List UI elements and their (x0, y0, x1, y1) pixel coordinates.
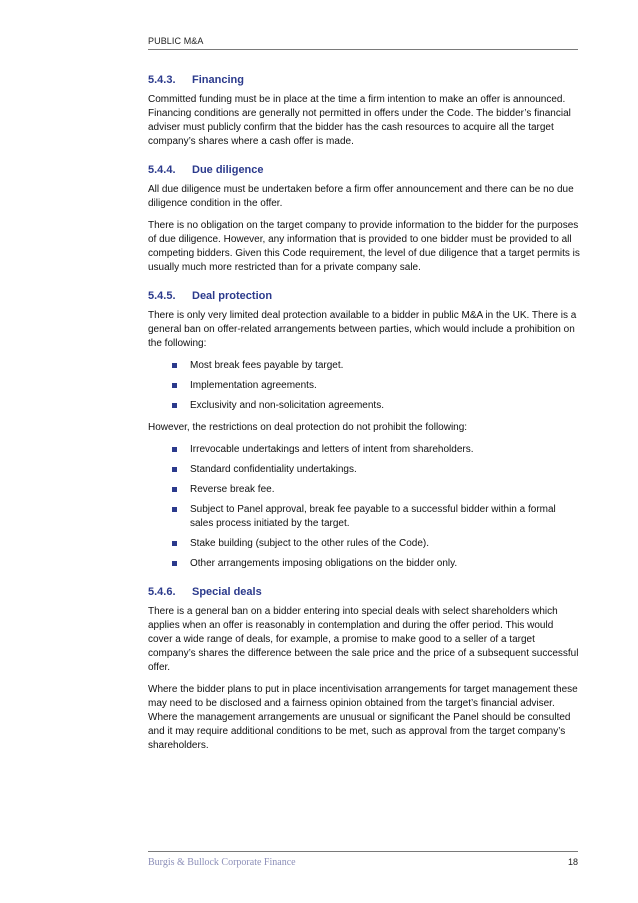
page-number: 18 (567, 857, 578, 867)
prohibited-arrangements-list (148, 359, 580, 413)
square-bullet-icon (172, 447, 177, 452)
section-heading (148, 289, 580, 303)
section-heading (148, 73, 580, 87)
page-footer (148, 851, 578, 868)
section-title: Special deals (192, 586, 262, 598)
section-financing (148, 73, 580, 149)
section-title: Financing (192, 74, 244, 86)
square-bullet-icon (172, 541, 177, 546)
list-item-text: Reverse break fee. (190, 484, 275, 495)
paragraph: There is only very limited deal protection available to a bidder in public M&A in the UK. There is a general ban on offer-related arrangements between parties, which would include a prohibition on the following: (148, 310, 577, 349)
list-item (190, 557, 580, 571)
list-item (190, 483, 580, 497)
list-item-text: Exclusivity and non-solicitation agreements. (190, 400, 384, 411)
paragraph: There is no obligation on the target company to provide information to the bidder for the purposes of due diligence. However, any information that is provided to one bidder must be provided to all competing bidders. Given this Code requirement, the level of due diligence that a target permits is usually much more restricted than for a private company sale. (148, 220, 580, 273)
header-title: PUBLIC M&A (148, 36, 204, 46)
permitted-arrangements-list (148, 443, 580, 571)
section-number: 5.4.6. (148, 586, 176, 598)
paragraph: Committed funding must be in place at the time a firm intention to make an offer is announced. Financing conditions are generally not permitted in offers under the Code. The bidder’s financial adviser must publicly confirm that the bidder has the cash resources to acquire all the target company’s shares where a cash offer is made. (148, 94, 571, 147)
section-title: Deal protection (192, 290, 273, 302)
footer-brand: Burgis & Bullock Corporate Finance (148, 857, 296, 868)
page-content (148, 73, 580, 767)
list-item-text: Other arrangements imposing obligations on the bidder only. (190, 558, 458, 569)
list-item (190, 463, 580, 477)
section-number: 5.4.3. (148, 74, 176, 86)
section-heading (148, 163, 580, 177)
section-special-deals (148, 585, 580, 753)
list-item (190, 537, 580, 551)
section-deal-protection (148, 289, 580, 571)
square-bullet-icon (172, 383, 177, 388)
list-item-text: Most break fees payable by target. (190, 360, 344, 371)
square-bullet-icon (172, 487, 177, 492)
paragraph: There is a general ban on a bidder entering into special deals with select shareholders which applies when an offer is reasonably in contemplation and during the offer period. This would cover a wide range of deals, for example, a promise to make good to a seller of a target company’s shares the difference between the sale price and the price of a subsequent successful offer. (148, 606, 579, 673)
list-item-text: Subject to Panel approval, break fee payable to a successful bidder within a formal sales process initiated by the target. (190, 504, 556, 529)
list-item (190, 379, 580, 393)
section-number: 5.4.5. (148, 290, 176, 302)
square-bullet-icon (172, 363, 177, 368)
square-bullet-icon (172, 507, 177, 512)
page-header (148, 36, 578, 50)
list-item (190, 399, 580, 413)
section-title: Due diligence (192, 164, 264, 176)
list-item-text: Irrevocable undertakings and letters of intent from shareholders. (190, 444, 474, 455)
list-item-text: Standard confidentiality undertakings. (190, 464, 357, 475)
list-item (190, 443, 580, 457)
section-number: 5.4.4. (148, 164, 176, 176)
list-item-text: Implementation agreements. (190, 380, 317, 391)
square-bullet-icon (172, 561, 177, 566)
list-item (190, 359, 580, 373)
paragraph: All due diligence must be undertaken before a firm offer announcement and there can be no due diligence condition in the offer. (148, 184, 574, 209)
square-bullet-icon (172, 403, 177, 408)
section-due-diligence (148, 163, 580, 275)
paragraph: However, the restrictions on deal protection do not prohibit the following: (148, 422, 468, 433)
paragraph: Where the bidder plans to put in place incentivisation arrangements for target management these may need to be disclosed and a fairness opinion obtained from the target’s financial adviser. Where the management arrangements are unusual or significant the Panel should be consulted and it may require additional conditions to be met, such as approval from the target company’s shareholders. (148, 684, 578, 751)
section-heading (148, 585, 580, 599)
list-item-text: Stake building (subject to the other rules of the Code). (190, 538, 430, 549)
list-item (190, 503, 580, 531)
square-bullet-icon (172, 467, 177, 472)
